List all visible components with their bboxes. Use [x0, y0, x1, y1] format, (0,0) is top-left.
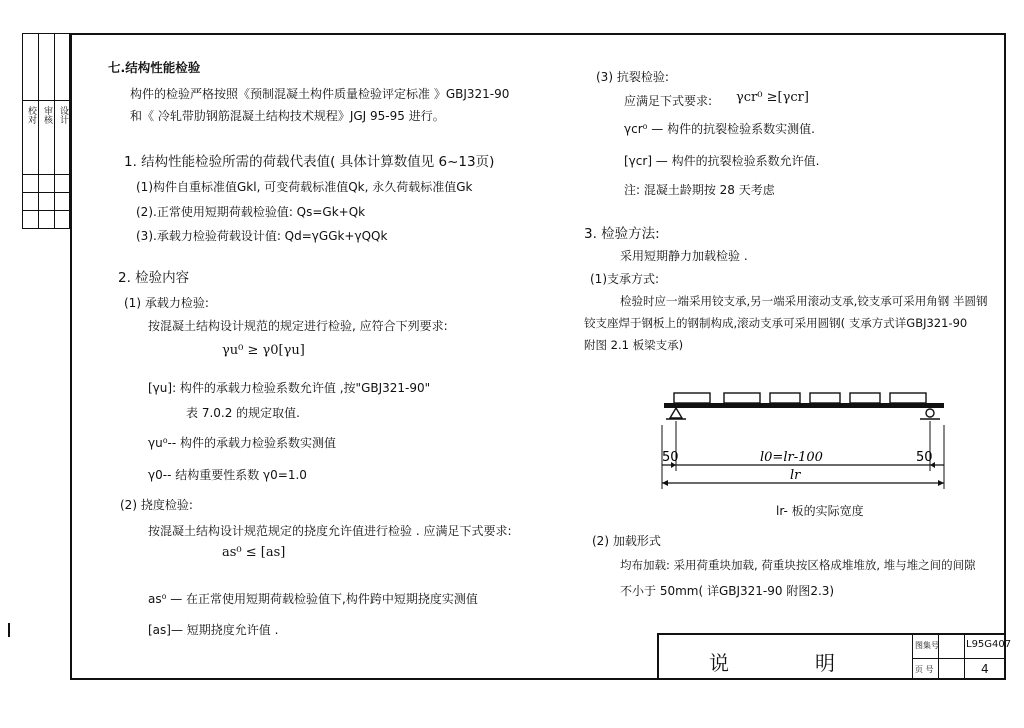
- intro-line-1: 构件的检验严格按照《预制混凝土构件质量检验评定标准 》GBJ321-90: [130, 87, 510, 101]
- sidebar-cell-1: 校对: [26, 106, 36, 124]
- s3-p1-line2: 铰支座焊于钢板上的钢制构成,滚动支承可采用圆钢( 支承方式详GBJ321-90: [584, 316, 968, 330]
- s3-heading: 3. 检验方法:: [584, 226, 660, 242]
- s2-p1-def3: γ0-- 结构重要性系数 γ0=1.0: [148, 468, 307, 482]
- s3-p2-line2: 不小于 50mm( 详GBJ321-90 附图2.3): [620, 584, 835, 598]
- s2-p2-def1: as⁰ — 在正常使用短期荷载检验值下,构件跨中短期挠度实测值: [148, 592, 478, 606]
- s3-desc: 采用短期静力加载检验 .: [620, 249, 748, 263]
- s2-p1-def2: γu⁰-- 构件的承载力检验系数实测值: [148, 436, 336, 450]
- s1-item-3: (3).承载力检验荷载设计值: Qd=γGGk+γQQk: [136, 229, 388, 243]
- stray-mark: [8, 623, 10, 637]
- signature-strip: [22, 33, 70, 229]
- s3-p2-heading: (2) 加载形式: [592, 534, 661, 548]
- dim-lr: lr: [790, 468, 801, 483]
- load-block: [890, 393, 926, 403]
- slab: [664, 403, 944, 408]
- s2-p1-def1b: 表 7.0.2 的规定取值.: [186, 406, 300, 420]
- s2-p3-note: 注: 混凝土龄期按 28 天考虑: [624, 183, 775, 197]
- hinge-support: [670, 408, 682, 418]
- s1-item-2: (2).正常使用短期荷载检验值: Qs=Gk+Qk: [136, 205, 366, 219]
- load-block: [674, 393, 710, 403]
- s3-p1-heading: (1)支承方式:: [590, 272, 660, 286]
- support-diagram: [640, 385, 960, 495]
- label-page: 页 号: [915, 665, 934, 674]
- s2-p2-def2: [as]— 短期挠度允许值 .: [148, 623, 279, 637]
- dim-l0: l0=lr-100: [760, 450, 823, 465]
- dim-right: 50: [916, 450, 933, 465]
- load-block: [850, 393, 880, 403]
- diagram-caption: lr- 板的实际宽度: [776, 504, 864, 518]
- dim-left: 50: [662, 450, 679, 465]
- roller-support: [926, 409, 934, 417]
- s1-heading: 1. 结构性能检验所需的荷载代表值( 具体计算数值见 6~13页): [124, 154, 495, 170]
- load-block: [770, 393, 800, 403]
- s2-p3-def2: [γcr] — 构件的抗裂检验系数允许值.: [624, 154, 820, 168]
- s2-p2-desc: 按混凝土结构设计规范规定的挠度允许值进行检验 . 应满足下式要求:: [148, 524, 512, 538]
- s3-p2-line1: 均布加载: 采用荷重块加载, 荷重块按区格成堆堆放, 堆与堆之间的间隙: [620, 558, 976, 572]
- s1-item-1: (1)构件自重标准值Gkl, 可变荷载标准值Qk, 永久荷载标准值Gk: [136, 180, 473, 194]
- load-block: [724, 393, 760, 403]
- s2-p3-desc: 应满足下式要求:: [624, 94, 713, 108]
- s2-p1-heading: (1) 承载力检验:: [124, 296, 209, 310]
- page-number: 4: [981, 662, 989, 676]
- title-char-2: 明: [815, 651, 835, 675]
- s2-p1-desc: 按混凝土结构设计规范的规定进行检验, 应符合下列要求:: [148, 319, 448, 333]
- title-block: [657, 633, 1012, 680]
- atlas-number: L95G407: [966, 639, 1012, 650]
- load-block: [810, 393, 840, 403]
- title-char-1: 说: [709, 651, 729, 675]
- s2-p2-formula: as⁰ ≤ [as]: [222, 545, 286, 560]
- sidebar-cell-2: 审核: [42, 106, 52, 124]
- s3-p1-line3: 附图 2.1 板梁支承): [584, 338, 684, 352]
- s2-p3-def1: γcr⁰ — 构件的抗裂检验系数实测值.: [624, 122, 815, 136]
- s2-p3-heading: (3) 抗裂检验:: [596, 70, 669, 84]
- s2-p2-heading: (2) 挠度检验:: [120, 498, 193, 512]
- s2-heading: 2. 检验内容: [118, 270, 190, 286]
- sidebar-cell-3: 设计: [58, 106, 68, 124]
- s2-p1-def1a: [γu]: 构件的承载力检验系数允许值 ,按"GBJ321-90": [148, 381, 431, 395]
- s2-p1-formula: γu⁰ ≥ γ0[γu]: [222, 343, 305, 358]
- s2-p3-formula: γcr⁰ ≥[γcr]: [736, 90, 809, 105]
- s3-p1-line1: 检验时应一端采用铰支承,另一端采用滚动支承,铰支承可采用角钢 半圆钢: [620, 294, 988, 308]
- label-atlas: 图集号: [915, 641, 939, 650]
- section-title: 七.结构性能检验: [108, 60, 201, 75]
- drawing-frame: [70, 33, 1006, 680]
- intro-line-2: 和《 冷轧带肋钢筋混凝土结构技术规程》JGJ 95-95 进行。: [130, 109, 445, 123]
